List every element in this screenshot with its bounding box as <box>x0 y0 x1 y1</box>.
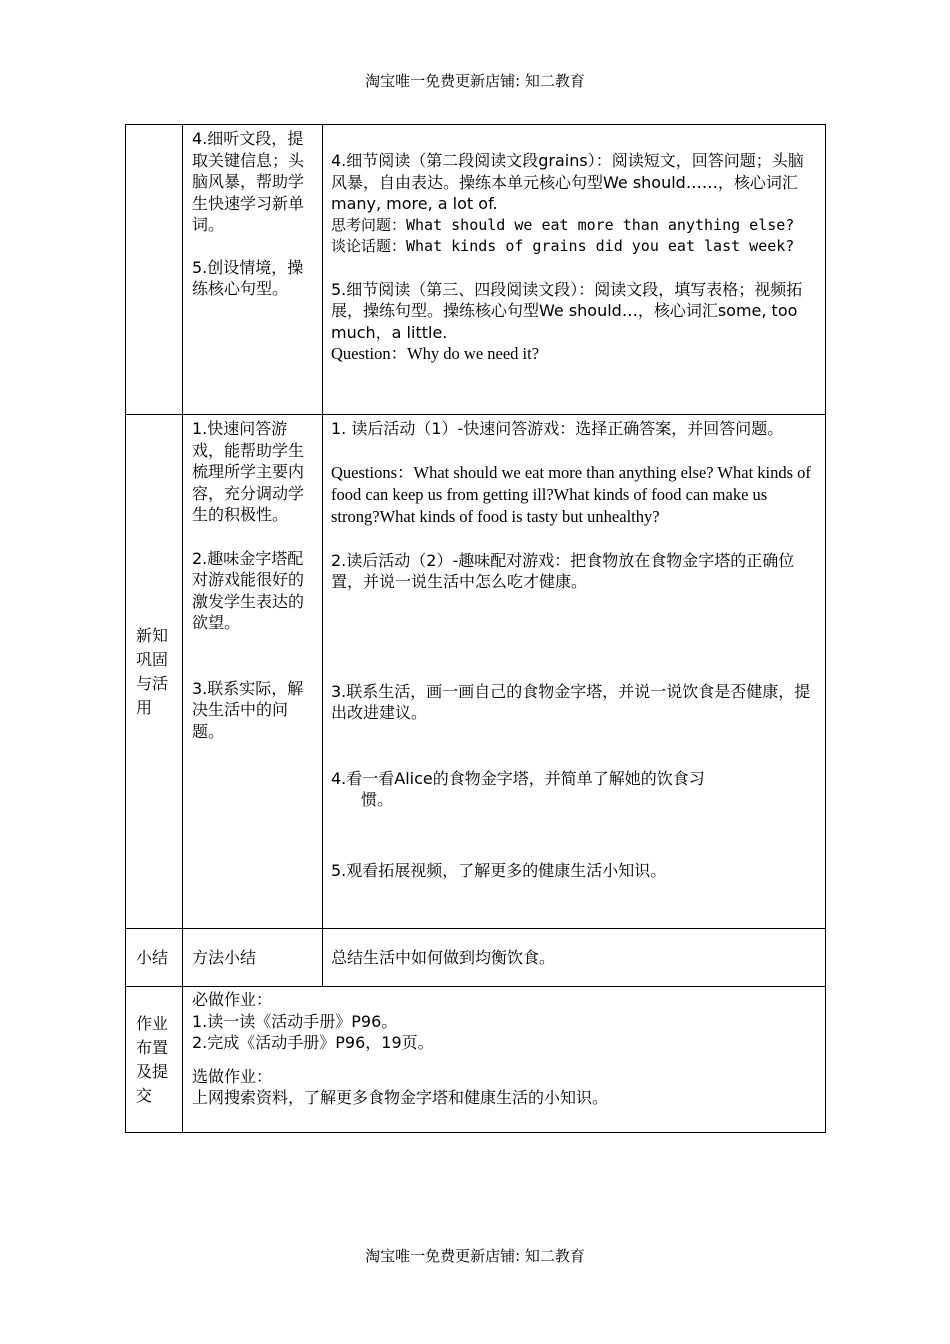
row-label-cell <box>126 929 183 987</box>
activity-cell <box>323 125 826 415</box>
activity-text: 4.看一看Alice的食物金字塔，并简单了解她的饮食习 <box>331 768 705 788</box>
activity-text: 5.细节阅读（第三、四段阅读文段）：阅读文段，填写表格；视频拓展，操练句型。操练核心句型We should…，核心词汇some, too much，a little. <box>331 279 803 342</box>
table-row <box>126 929 826 987</box>
purpose-text: 方法小结 <box>192 947 257 967</box>
activity-text: 3.联系生活，画一画自己的食物金字塔，并说一说饮食是否健康，提出改进建议。 <box>331 681 811 722</box>
table-row <box>126 125 826 415</box>
page-footer: 淘宝唯一免费更新店铺: 知二教育 <box>365 1247 585 1265</box>
purpose-cell <box>183 125 323 415</box>
row-label: 新知巩固与活用 <box>136 625 169 717</box>
purpose-text: 4.细听文段，提取关键信息；头脑风暴，帮助学生快速学习新单词。 <box>192 129 305 234</box>
activity-cell <box>323 415 826 929</box>
required-homework-item: 1.读一读《活动手册》P96。 <box>192 1011 398 1031</box>
activity-text: 总结生活中如何做到均衡饮食。 <box>331 947 556 967</box>
homework-cell <box>183 987 826 1133</box>
activity-text: 谈论话题：What kinds of grains did you eat last week? <box>331 237 795 255</box>
purpose-text: 5.创设情境，操练核心句型。 <box>192 257 304 298</box>
required-homework-title: 必做作业： <box>192 990 273 1009</box>
activity-text: Questions：What should we eat more than anything else? What kinds of food can keep us from getting ill?What kinds of food can make us strong?What kinds of food is tasty but unhealthy? <box>331 462 811 526</box>
table-row <box>126 987 826 1133</box>
page-header: 淘宝唯一免费更新店铺: 知二教育 <box>365 72 585 90</box>
optional-homework-title: 选做作业： <box>192 1066 273 1086</box>
activity-text: 思考问题：What should we eat more than anything else? <box>331 215 795 234</box>
activity-text: 1. 读后活动（1）-快速问答游戏：选择正确答案，并回答问题。 <box>331 419 784 438</box>
lesson-plan-table <box>125 124 826 1133</box>
row-label-cell <box>126 415 183 929</box>
purpose-text: 2.趣味金字塔配对游戏能很好的激发学生表达的欲望。 <box>192 548 305 632</box>
purpose-text: 3.联系实际，解决生活中的问题。 <box>192 678 304 741</box>
activity-text: 5.观看拓展视频，了解更多的健康生活小知识。 <box>331 860 667 880</box>
optional-homework-item: 上网搜索资料，了解更多食物金字塔和健康生活的小知识。 <box>192 1088 609 1107</box>
purpose-cell <box>183 929 323 987</box>
activity-text: 2.读后活动（2）-趣味配对游戏：把食物放在食物金字塔的正确位置，并说一说生活中怎么吃才健康。 <box>331 550 795 591</box>
purpose-text: 1.快速问答游戏，能帮助学生梳理所学主要内容，充分调动学生的积极性。 <box>192 419 305 524</box>
activity-text: Question：Why do we need it? <box>331 344 540 363</box>
row-label: 作业布置及提交 <box>136 1013 169 1105</box>
purpose-cell <box>183 415 323 929</box>
activity-text: 4.细节阅读（第二段阅读文段grains）：阅读短文，回答问题；头脑风暴，自由表达。操练本单元核心句型We should……，核心词汇many, more, a lot of. <box>331 151 804 213</box>
row-label-cell <box>126 987 183 1133</box>
activity-text: 惯。 <box>361 790 394 809</box>
row-label: 小结 <box>136 947 169 967</box>
required-homework-item: 2.完成《活动手册》P96，19页。 <box>192 1033 434 1052</box>
table-row <box>126 415 826 929</box>
activity-cell <box>323 929 826 987</box>
row-label-cell <box>126 125 183 415</box>
